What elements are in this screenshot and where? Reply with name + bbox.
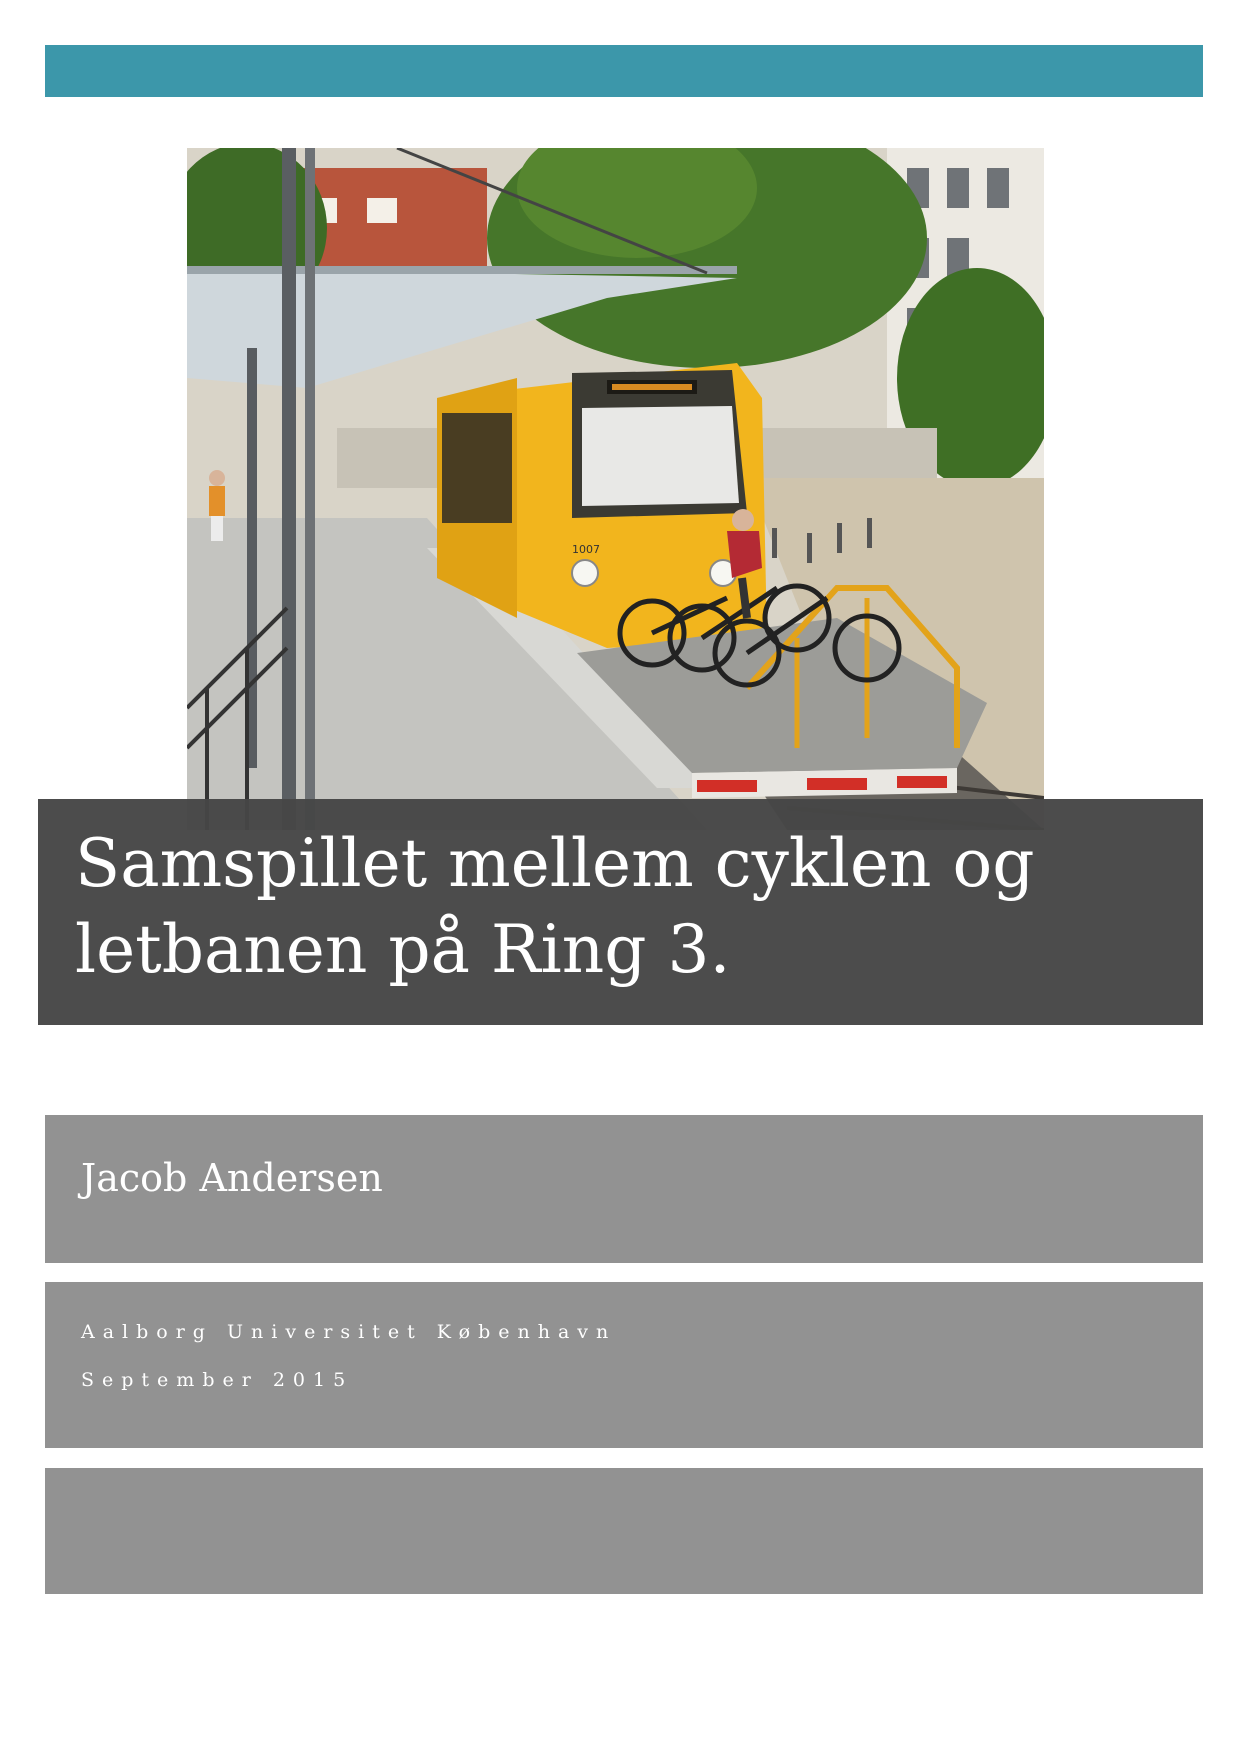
top-accent-bar [45, 45, 1203, 97]
person [732, 509, 754, 531]
institution-name: Aalborg Universitet København [81, 1321, 617, 1343]
cover-photo-tram-with-bike-trailer [187, 148, 1044, 830]
tram-number: 1007 [572, 543, 600, 556]
affiliation-box [45, 1282, 1203, 1448]
publication-date: September 2015 [81, 1369, 354, 1391]
author-name: Jacob Andersen [81, 1156, 383, 1200]
document-title: Samspillet mellem cyklen og letbanen på Ring 3. [75, 825, 1035, 988]
shelter-post [282, 148, 296, 830]
author-box [45, 1115, 1203, 1263]
title-band [38, 799, 1203, 1025]
empty-footer-box [45, 1468, 1203, 1594]
